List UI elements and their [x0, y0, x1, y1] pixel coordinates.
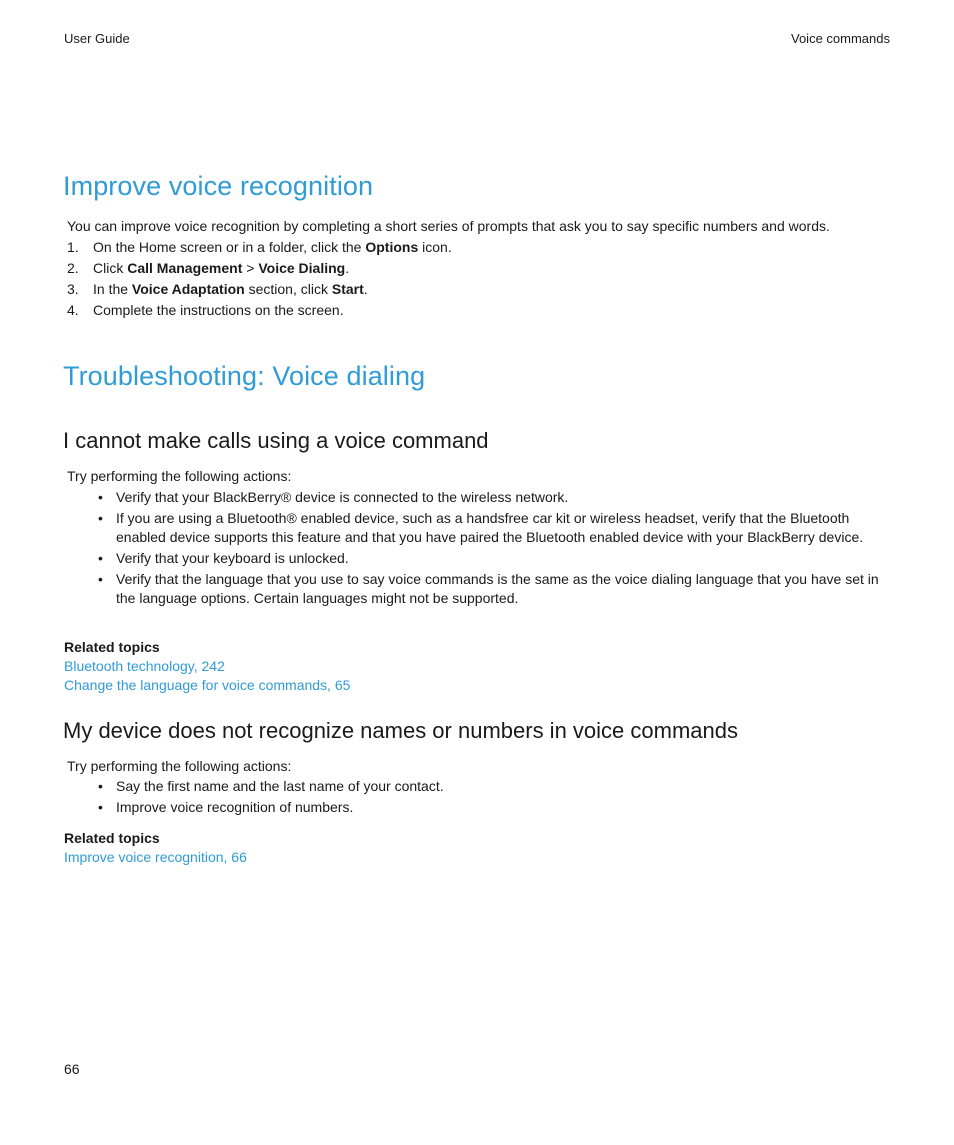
actions-list	[64, 488, 894, 610]
steps-list	[67, 238, 927, 322]
section-title-improve-voice-recognition: Improve voice recognition	[63, 171, 374, 201]
topic-title-cannot-make-calls: I cannot make calls using a voice command	[63, 428, 489, 453]
call-management-label: Call Management	[127, 260, 243, 276]
list-item	[64, 777, 894, 796]
section-title-troubleshooting: Troubleshooting: Voice dialing	[63, 361, 426, 391]
step-number: 4.	[67, 302, 79, 318]
start-label: Start	[331, 281, 364, 297]
list-item-text: Say the first name and the last name of your contact.	[116, 778, 444, 794]
list-item-text: Verify that your keyboard is unlocked.	[116, 550, 349, 566]
page-number: 66	[64, 1061, 80, 1077]
list-item-text: Verify that the language that you use to say voice commands is the same as the voice dialing language that you have set in the language options. Certain languages might not be supported.	[116, 571, 879, 606]
list-item	[64, 570, 894, 608]
bullet-icon: •	[98, 510, 103, 526]
step-text: On the Home screen or in a folder, click the Options icon.	[93, 239, 452, 255]
related-topics-heading: Related topics	[64, 830, 160, 846]
running-header-title: User Guide	[64, 31, 130, 46]
bullet-icon: •	[98, 489, 103, 505]
list-item	[64, 798, 894, 817]
voice-adaptation-label: Voice Adaptation	[131, 281, 245, 297]
list-item-text: Improve voice recognition of numbers.	[116, 799, 354, 815]
step-text: Click Call Management > Voice Dialing.	[93, 260, 350, 276]
section-intro: You can improve voice recognition by completing a short series of prompts that ask you to say specific numbers and words.	[67, 218, 830, 234]
step-item	[67, 238, 927, 259]
link-bluetooth-technology[interactable]: Bluetooth technology, 242	[64, 658, 225, 674]
topic-title-device-not-recognize: My device does not recognize names or numbers in voice commands	[63, 718, 738, 743]
bullet-icon: •	[98, 571, 103, 587]
step-item	[67, 280, 927, 301]
link-change-language[interactable]: Change the language for voice commands, 65	[64, 677, 351, 693]
topic-intro: Try performing the following actions:	[67, 468, 292, 484]
step-text: Complete the instructions on the screen.	[93, 302, 344, 318]
list-item-text: Verify that your BlackBerry® device is connected to the wireless network.	[116, 489, 569, 505]
list-item	[64, 509, 894, 547]
related-topics-heading: Related topics	[64, 639, 160, 655]
options-label: Options	[365, 239, 419, 255]
step-text: In the Voice Adaptation section, click Start.	[93, 281, 368, 297]
voice-dialing-label: Voice Dialing	[258, 260, 346, 276]
step-number: 2.	[67, 260, 79, 276]
step-item	[67, 301, 927, 322]
step-item	[67, 259, 927, 280]
bullet-icon: •	[98, 799, 103, 815]
bullet-icon: •	[98, 550, 103, 566]
actions-list	[64, 777, 894, 819]
link-improve-voice-recognition[interactable]: Improve voice recognition, 66	[64, 849, 247, 865]
running-header-section: Voice commands	[791, 31, 890, 46]
list-item	[64, 488, 894, 507]
step-number: 3.	[67, 281, 79, 297]
topic-intro: Try performing the following actions:	[67, 758, 292, 774]
list-item-text: If you are using a Bluetooth® enabled device, such as a handsfree car kit or wireless headset, verify that the Bluetooth enabled device supports this feature and that you have paired the Bluetooth enabled device with your BlackBerry device.	[116, 510, 864, 545]
step-number: 1.	[67, 239, 79, 255]
bullet-icon: •	[98, 778, 103, 794]
list-item	[64, 549, 894, 568]
